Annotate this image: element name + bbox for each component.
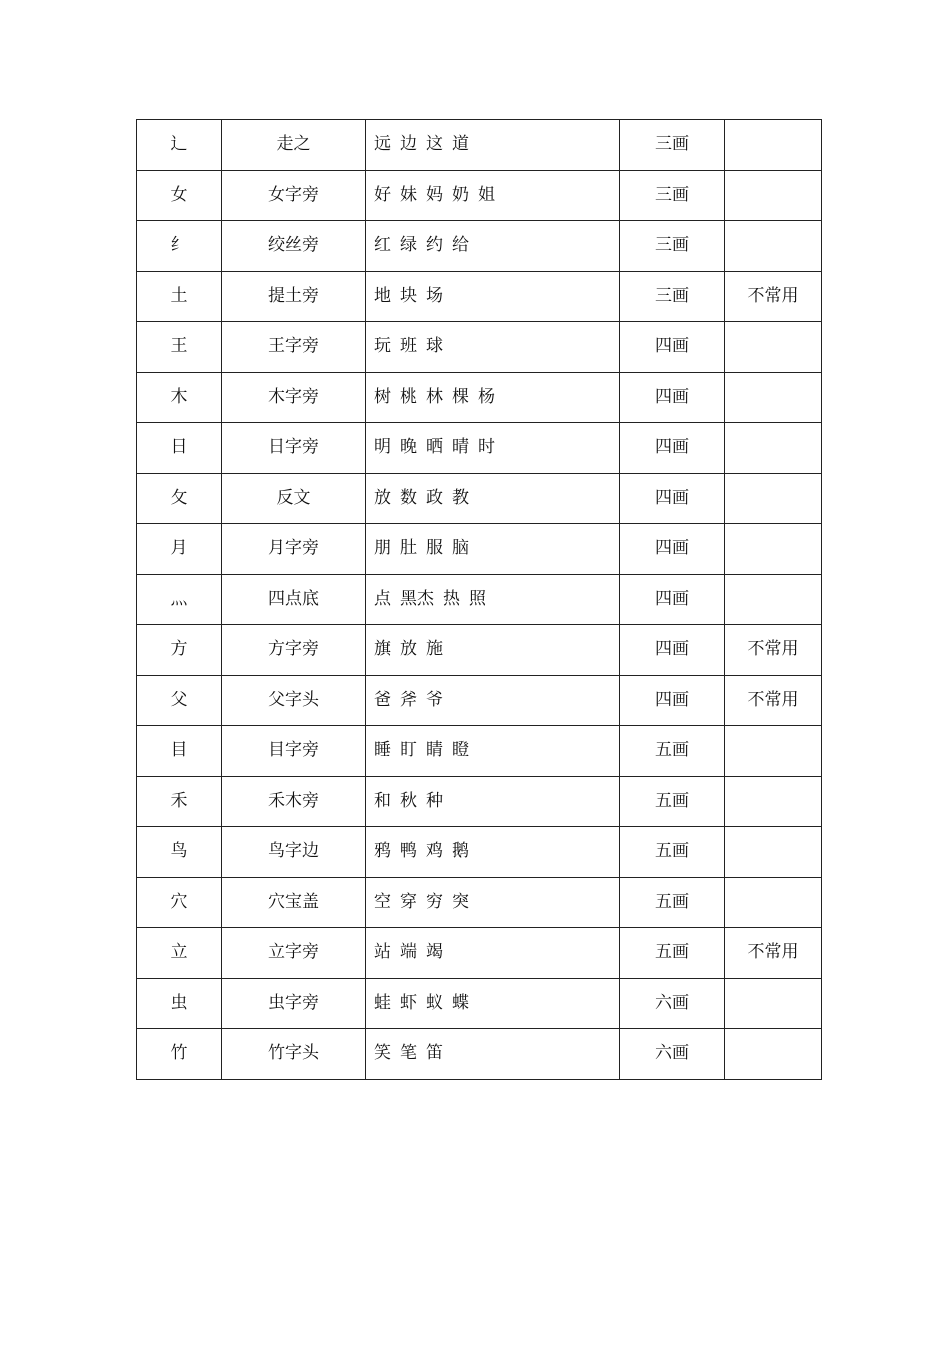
example-characters-cell: [366, 473, 620, 524]
table-row: [137, 978, 822, 1029]
example-character: 睡: [374, 740, 391, 761]
radical-name-cell: 方字旁: [222, 625, 366, 676]
example-character: 妹: [400, 184, 417, 205]
radical-name-cell: 走之: [222, 120, 366, 171]
example-characters-cell: [366, 776, 620, 827]
example-character: 服: [426, 538, 443, 559]
radical-name-cell: 木字旁: [222, 372, 366, 423]
example-character: 班: [400, 336, 417, 357]
table-row: [137, 625, 822, 676]
radical-name-cell: 月字旁: [222, 524, 366, 575]
usage-note-cell: [725, 221, 822, 272]
table-row: [137, 322, 822, 373]
usage-note-cell: [725, 524, 822, 575]
radical-name-cell: 女字旁: [222, 170, 366, 221]
radical-cell: 穴: [137, 877, 222, 928]
stroke-count-cell: 三画: [620, 271, 725, 322]
radical-name-cell: 虫字旁: [222, 978, 366, 1029]
stroke-count-cell: 五画: [620, 776, 725, 827]
example-character: 鸭: [400, 841, 417, 862]
example-character: 笛: [426, 1043, 443, 1064]
example-characters-cell: [366, 524, 620, 575]
example-character: 地: [374, 285, 391, 306]
radical-cell: 目: [137, 726, 222, 777]
example-character: 教: [452, 487, 469, 508]
radical-name-cell: 四点底: [222, 574, 366, 625]
example-characters-cell: [366, 372, 620, 423]
example-character: 边: [400, 134, 417, 155]
table-row: [137, 877, 822, 928]
example-character: 时: [478, 437, 495, 458]
example-character: 奶: [452, 184, 469, 205]
example-character: 约: [426, 235, 443, 256]
stroke-count-cell: 四画: [620, 625, 725, 676]
example-character: 蝶: [452, 992, 469, 1013]
example-character: 鸦: [374, 841, 391, 862]
usage-note-cell: [725, 473, 822, 524]
usage-note-cell: [725, 776, 822, 827]
example-character: 斧: [400, 689, 417, 710]
table-row: [137, 221, 822, 272]
example-character: 晴: [452, 437, 469, 458]
radical-name-cell: 目字旁: [222, 726, 366, 777]
example-character: 红: [374, 235, 391, 256]
stroke-count-cell: 三画: [620, 120, 725, 171]
stroke-count-cell: 四画: [620, 423, 725, 474]
example-character: 玩: [374, 336, 391, 357]
example-characters-cell: [366, 1029, 620, 1080]
stroke-count-cell: 四画: [620, 574, 725, 625]
usage-note-cell: [725, 726, 822, 777]
radical-name-cell: 鸟字边: [222, 827, 366, 878]
example-characters-cell: [366, 271, 620, 322]
example-characters-cell: [366, 574, 620, 625]
radical-name-cell: 日字旁: [222, 423, 366, 474]
example-character: 爷: [426, 689, 443, 710]
usage-note-cell: [725, 372, 822, 423]
example-characters-cell: [366, 423, 620, 474]
table-row: [137, 675, 822, 726]
example-character: 照: [469, 588, 486, 609]
example-character: 这: [426, 134, 443, 155]
stroke-count-cell: 六画: [620, 1029, 725, 1080]
radical-cell: 月: [137, 524, 222, 575]
example-character: 瞪: [452, 740, 469, 761]
example-character: 树: [374, 386, 391, 407]
radical-cell: 攵: [137, 473, 222, 524]
radical-name-cell: 提土旁: [222, 271, 366, 322]
example-character: 施: [426, 639, 443, 660]
example-character: 妈: [426, 184, 443, 205]
stroke-count-cell: 四画: [620, 524, 725, 575]
example-character: 鸡: [426, 841, 443, 862]
usage-note-cell: [725, 1029, 822, 1080]
example-character: 好: [374, 184, 391, 205]
example-character: 秋: [400, 790, 417, 811]
example-character: 林: [426, 386, 443, 407]
stroke-count-cell: 四画: [620, 322, 725, 373]
table-row: [137, 120, 822, 171]
radical-name-cell: 穴宝盖: [222, 877, 366, 928]
example-character: 站: [374, 942, 391, 963]
radical-name-cell: 竹字头: [222, 1029, 366, 1080]
usage-note-cell: [725, 170, 822, 221]
usage-note-cell: 不常用: [725, 271, 822, 322]
example-character: 蚁: [426, 992, 443, 1013]
example-character: 穷: [426, 891, 443, 912]
example-characters-cell: [366, 726, 620, 777]
usage-note-cell: [725, 120, 822, 171]
example-character: 空: [374, 891, 391, 912]
example-character: 道: [452, 134, 469, 155]
example-character: 盯: [400, 740, 417, 761]
example-characters-cell: [366, 827, 620, 878]
example-character: 种: [426, 790, 443, 811]
stroke-count-cell: 五画: [620, 827, 725, 878]
example-character: 肚: [400, 538, 417, 559]
table-row: [137, 726, 822, 777]
example-characters-cell: [366, 625, 620, 676]
example-character: 突: [452, 891, 469, 912]
radical-name-cell: 父字头: [222, 675, 366, 726]
example-character: 桃: [400, 386, 417, 407]
usage-note-cell: [725, 827, 822, 878]
table-row: [137, 372, 822, 423]
example-character: 政: [426, 487, 443, 508]
radical-cell: 父: [137, 675, 222, 726]
example-characters-cell: [366, 322, 620, 373]
radical-name-cell: 立字旁: [222, 928, 366, 979]
example-character: 笔: [400, 1043, 417, 1064]
radical-table: [136, 119, 822, 1080]
example-character: 晚: [400, 437, 417, 458]
example-characters-cell: [366, 877, 620, 928]
example-character: 穿: [400, 891, 417, 912]
example-character: 块: [400, 285, 417, 306]
example-character: 朋: [374, 538, 391, 559]
radical-cell: 鸟: [137, 827, 222, 878]
radical-cell: 灬: [137, 574, 222, 625]
radical-table-body: [137, 120, 822, 1080]
radical-cell: 辶: [137, 120, 222, 171]
radical-cell: 日: [137, 423, 222, 474]
table-row: [137, 574, 822, 625]
usage-note-cell: 不常用: [725, 928, 822, 979]
example-character: 明: [374, 437, 391, 458]
example-character: 姐: [478, 184, 495, 205]
stroke-count-cell: 四画: [620, 675, 725, 726]
table-row: [137, 524, 822, 575]
example-character: 笑: [374, 1043, 391, 1064]
example-character: 放: [374, 487, 391, 508]
example-character: 脑: [452, 538, 469, 559]
example-characters-cell: [366, 675, 620, 726]
stroke-count-cell: 六画: [620, 978, 725, 1029]
example-characters-cell: [366, 170, 620, 221]
radical-name-cell: 王字旁: [222, 322, 366, 373]
usage-note-cell: [725, 423, 822, 474]
radical-cell: 纟: [137, 221, 222, 272]
example-character: 虾: [400, 992, 417, 1013]
example-character: 晒: [426, 437, 443, 458]
stroke-count-cell: 四画: [620, 473, 725, 524]
radical-cell: 虫: [137, 978, 222, 1029]
stroke-count-cell: 五画: [620, 928, 725, 979]
table-row: [137, 170, 822, 221]
radical-name-cell: 禾木旁: [222, 776, 366, 827]
radical-cell: 立: [137, 928, 222, 979]
table-row: [137, 776, 822, 827]
example-character: 黑杰: [400, 588, 434, 609]
radical-cell: 禾: [137, 776, 222, 827]
stroke-count-cell: 五画: [620, 726, 725, 777]
example-character: 竭: [426, 942, 443, 963]
usage-note-cell: 不常用: [725, 625, 822, 676]
example-character: 鹅: [452, 841, 469, 862]
example-character: 球: [426, 336, 443, 357]
example-character: 放: [400, 639, 417, 660]
table-row: [137, 1029, 822, 1080]
radical-cell: 木: [137, 372, 222, 423]
example-character: 热: [443, 588, 460, 609]
radical-name-cell: 绞丝旁: [222, 221, 366, 272]
stroke-count-cell: 五画: [620, 877, 725, 928]
radical-cell: 王: [137, 322, 222, 373]
table-row: [137, 271, 822, 322]
stroke-count-cell: 三画: [620, 170, 725, 221]
example-character: 和: [374, 790, 391, 811]
example-character: 数: [400, 487, 417, 508]
example-character: 棵: [452, 386, 469, 407]
radical-name-cell: 反文: [222, 473, 366, 524]
radical-cell: 方: [137, 625, 222, 676]
example-character: 场: [426, 285, 443, 306]
usage-note-cell: [725, 322, 822, 373]
usage-note-cell: [725, 574, 822, 625]
radical-cell: 竹: [137, 1029, 222, 1080]
example-characters-cell: [366, 978, 620, 1029]
radical-cell: 女: [137, 170, 222, 221]
example-characters-cell: [366, 928, 620, 979]
stroke-count-cell: 四画: [620, 372, 725, 423]
example-character: 旗: [374, 639, 391, 660]
usage-note-cell: 不常用: [725, 675, 822, 726]
table-row: [137, 423, 822, 474]
stroke-count-cell: 三画: [620, 221, 725, 272]
example-character: 蛙: [374, 992, 391, 1013]
example-character: 点: [374, 588, 391, 609]
example-character: 爸: [374, 689, 391, 710]
example-character: 睛: [426, 740, 443, 761]
example-character: 绿: [400, 235, 417, 256]
example-character: 杨: [478, 386, 495, 407]
example-characters-cell: [366, 120, 620, 171]
table-row: [137, 827, 822, 878]
table-row: [137, 473, 822, 524]
usage-note-cell: [725, 978, 822, 1029]
radical-cell: 土: [137, 271, 222, 322]
example-character: 给: [452, 235, 469, 256]
example-character: 远: [374, 134, 391, 155]
example-character: 端: [400, 942, 417, 963]
table-row: [137, 928, 822, 979]
example-characters-cell: [366, 221, 620, 272]
usage-note-cell: [725, 877, 822, 928]
